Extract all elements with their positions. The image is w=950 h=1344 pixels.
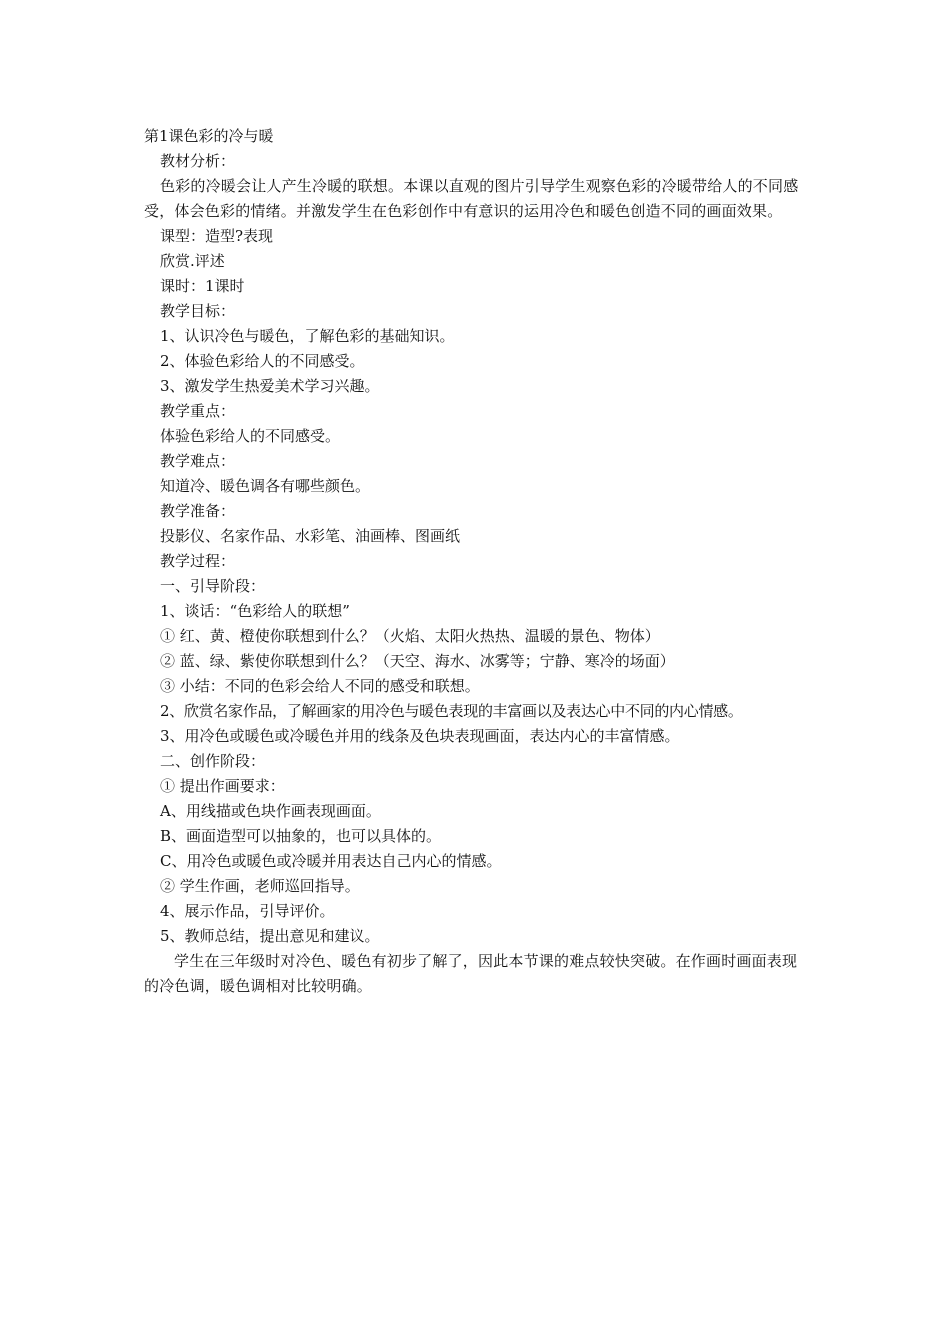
analysis-heading: 教材分析： [160,152,236,170]
difficulty-text: 知道冷、暖色调各有哪些颜色。 [160,477,371,495]
goals-heading: 教学目标： [160,302,236,320]
analysis-paragraph: 色彩的冷暖会让人产生冷暖的联想。本课以直观的图片引导学生观察色彩的冷暖带给人的不同感受，体会色彩的情绪。并激发学生在色彩创作中有意识的运用冷色和暖色创造不同的画面效果。 [144,177,799,220]
document-title: 第1课色彩的冷与暖 [144,127,274,145]
prep-heading: 教学准备： [160,502,236,520]
process-heading: 教学过程： [160,552,236,570]
stage2-item: 5、教师总结，提出意见和建议。 [160,927,380,945]
stage1-item: 1、谈话：“色彩给人的联想” [160,602,350,620]
stage1-item: 3、用冷色或暖色或冷暖色并用的线条及色块表现画面，表达内心的丰富情感。 [160,727,680,745]
document-body [144,124,812,999]
stage2-item: ② 学生作画，老师巡回指导。 [160,877,360,895]
stage2-item: 4、展示作品，引导评价。 [160,902,335,920]
lesson-type: 课型：造型?表现 [160,227,274,245]
class-hours: 课时：1课时 [160,277,245,295]
difficulty-heading: 教学难点： [160,452,236,470]
stage1-item: ③ 小结：不同的色彩会给人不同的感受和联想。 [160,677,480,695]
goal-item: 3、激发学生热爱美术学习兴趣。 [160,377,380,395]
stage1-heading: 一、引导阶段： [160,577,266,595]
stage2-item: ① 提出作画要求： [160,777,285,795]
prep-text: 投影仪、名家作品、水彩笔、油画棒、图画纸 [160,527,461,545]
goal-item: 1、认识冷色与暖色，了解色彩的基础知识。 [160,327,455,345]
stage2-heading: 二、创作阶段： [160,752,266,770]
stage2-item: B、画面造型可以抽象的，也可以具体的。 [160,827,442,845]
lesson-type-2: 欣赏.评述 [160,252,225,270]
stage2-item: A、用线描或色块作画表现画面。 [160,802,381,820]
stage1-item: 2、欣赏名家作品，了解画家的用冷色与暖色表现的丰富画以及表达心中不同的内心情感。 [160,702,743,720]
stage1-item: ① 红、黄、橙使你联想到什么？（火焰、太阳火热热、温暖的景色、物体） [160,627,660,645]
key-text: 体验色彩给人的不同感受。 [160,427,341,445]
reflection-paragraph: 学生在三年级时对冷色、暖色有初步了解了，因此本节课的难点较快突破。在作画时画面表现的冷色调，暖色调相对比较明确。 [144,952,798,995]
key-heading: 教学重点： [160,402,236,420]
stage1-item: ② 蓝、绿、紫使你联想到什么？（天空、海水、冰雾等；宁静、寒冷的场面） [160,652,675,670]
stage2-item: C、用冷色或暖色或冷暖并用表达自己内心的情感。 [160,852,502,870]
goal-item: 2、体验色彩给人的不同感受。 [160,352,365,370]
